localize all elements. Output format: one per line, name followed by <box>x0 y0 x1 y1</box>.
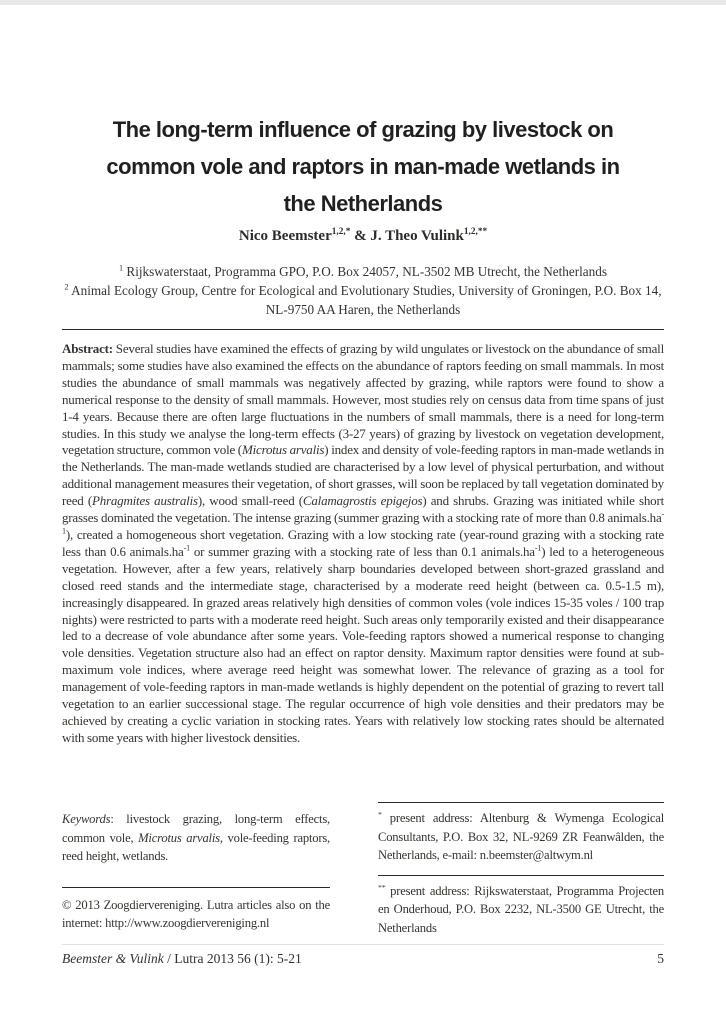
copyright-note: © 2013 Zoogdiervereniging. Lutra articles also on the internet: http://www.zoogdiervereniging.nl <box>62 897 330 930</box>
affiliations-block <box>62 262 664 319</box>
abstract-top-rule <box>62 329 664 330</box>
footer-citation: Beemster & Vulink / Lutra 2013 56 (1): 5-21 <box>62 951 302 966</box>
abstract-paragraph: Abstract: Several studies have examined the effects of grazing by wild ungulates or livestock on the abundance of small mammals; some studies have also examined the effects on the abundance of raptors feeding on small mammals. In most studies the abundance of small mammals was negatively affected by grazing, while raptors were found to show a numerical response to the density of small mammals. However, most studies rely on census data from time spans of just 1-4 years. Because there are often large fluctuations in the numbers of small mammals, there is a need for long-term studies. In this study we analyse the long-term effects (3-27 years) of grazing by livestock on vegetation development, vegetation structure, common vole (Microtus arvalis) index and density of vole-feeding raptors in man-made wetlands in the Netherlands. The man-made wetlands studied are characterised by a low level of physical perturbation, and without additional management measures their vegetation, of short grasses, will soon be replaced by tall vegetation dominated by reed (Phragmites australis), wood small-reed (Calamagrostis epigejos) and shrubs. Grazing was initiated while short grasses dominated the vegetation. The intense grazing (summer grazing with a stocking rate of more than 0.8 $animals.ha^{-1}$), created a homogeneous short vegetation. Grazing with a low stocking rate (year-round grazing with a stocking rate less than 0.6 $animals.ha^{-1}$ or summer grazing with a stocking rate of less than 0.1 $animals.ha^{-1}$) led to a heterogeneous vegetation. However, after a few years, relatively sharp boundaries developed between short-grazed grassland and closed reed stands and the intermediate stage, characterised by a moderate reed height (between ca. 0.5-1.5 m), increasingly disappeared. In grazed areas relatively high densities of common voles (vole indices 15-35 voles / 100 trap nights) were restricted to parts with a moderate reed height. Such areas only temporarily existed and their disappearance led to a decrease of vole abundance after some years. Vole-feeding raptors showed a numerical response to changing vole densities. Vegetation structure also had an effect on raptor density. Maximum raptor densities were found at sub-maximum vole indices, where average reed height was somewhat lower. The relevance of grazing as a tool for management of vole-feeding raptors in man-made wetlands is highly dependent on the potential of grazing to revert tall vegetation to an earlier successional stage. The regular occurrence of high vole densities and their predators may be achieved by creating a cyclic variation in stocking rates. Years with relatively low stocking rates should be alternated with some years with higher livestock densities. <box>62 341 664 745</box>
affiliation-1: $^1$ Rijkswaterstaat, Programma GPO, P.O. Box 24057, NL-3502 MB Utrecht, the Netherlands <box>119 263 607 279</box>
scan-top-edge <box>0 0 726 5</box>
article-title-line-1: The long-term influence of grazing by livestock on <box>112 116 614 142</box>
footnote-present-address-2: ** present address: Rijkswaterstaat, Programma Projecten en Onderhoud, P.O. Box 2232, NL-3500 GE Utrecht, the Netherlands <box>378 882 664 935</box>
page-number: 5 <box>657 951 664 966</box>
two-column-section <box>62 802 664 937</box>
keywords-paragraph: Keywords: livestock grazing, long-term effects, common vole, Microtus arvalis, vole-feeding raptors, reed height, wetlands. <box>62 812 330 863</box>
footer-rule <box>62 944 664 945</box>
footnote-present-address-1: * present address: Altenburg & Wymenga Ecological Consultants, P.O. Box 32, NL-9269 ZR Feanwâlden, the Netherlands, e-mail: n.beemster@altwym.nl <box>378 809 664 862</box>
page-footer <box>62 951 664 967</box>
article-title-line-3: the Netherlands <box>283 190 443 216</box>
left-column <box>62 802 330 937</box>
right-column <box>378 802 664 937</box>
affiliation-2: $^2$ Animal Ecology Group, Centre for Ecological and Evolutionary Studies, University of Groningen, P.O. Box 14, NL-9750 AA Haren, the Netherlands <box>64 282 662 317</box>
article-title <box>62 111 664 222</box>
article-title-line-2: common vole and raptors in man-made wetlands in <box>106 153 620 179</box>
authors-line: Nico Beemster$^{1,2,*}$ & J. Theo Vulink$^{1,2,**}$ <box>238 227 488 244</box>
